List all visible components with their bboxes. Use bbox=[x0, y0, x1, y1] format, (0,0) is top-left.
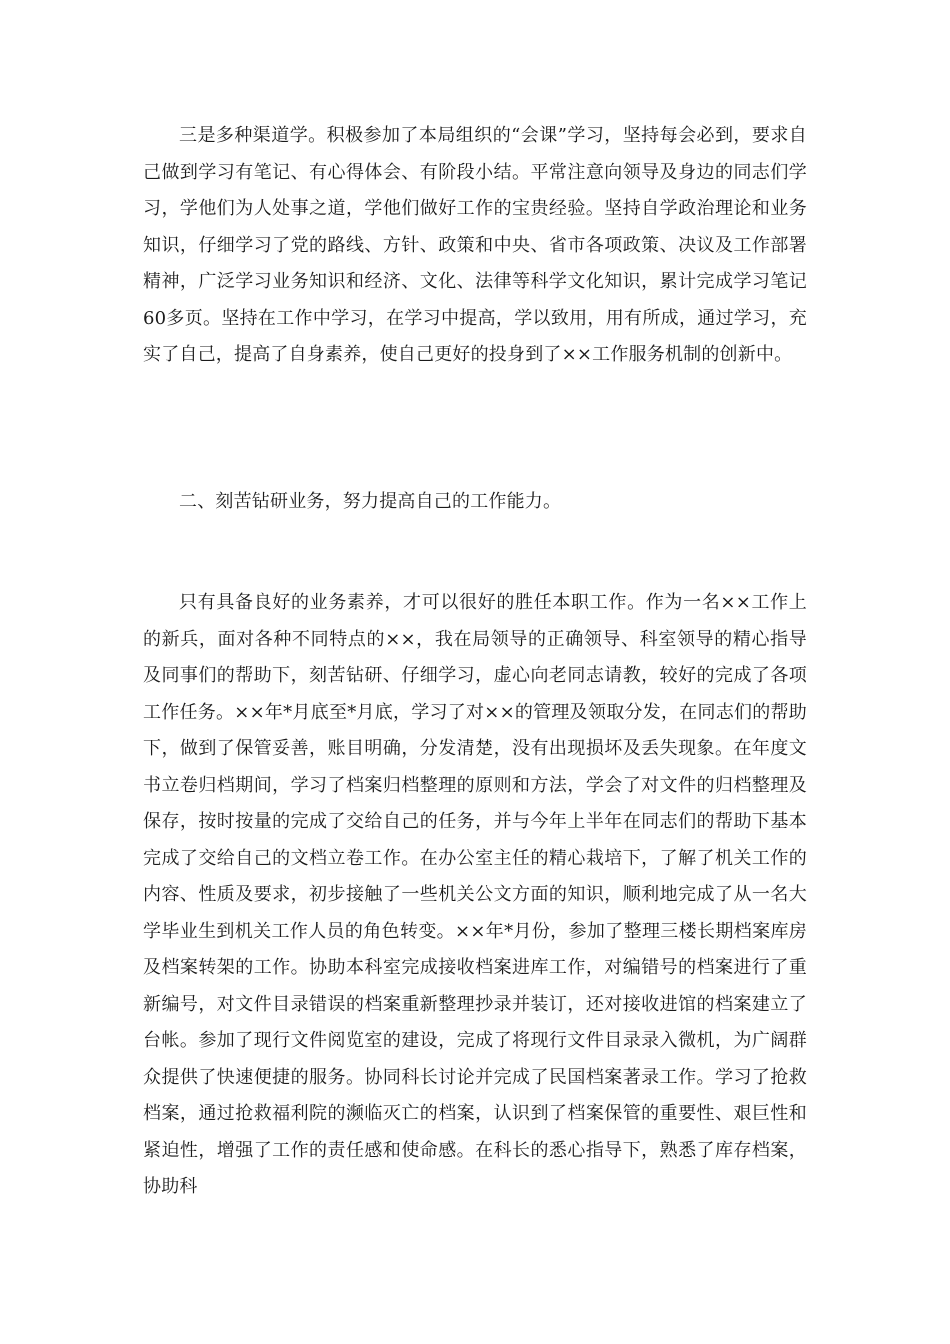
paragraph-work-experience: 只有具备良好的业务素养，才可以很好的胜任本职工作。作为一名××工作上的新兵，面对各种不同特点的××，我在局领导的正确领导、科室领导的精心指导及同事们的帮助下，刻苦钻研、仔细学习，虚心向老同志请教，较好的完成了各项工作任务。××年*月底至*月底，学习了对××的管理及领取分发，在同志们的帮助下，做到了保管妥善，账目明确，分发清楚，没有出现损坏及丢失现象。在年度文书立卷归档期间，学习了档案归档整理的原则和方法，学会了对文件的归档整理及保存，按时按量的完成了交给自己的任务，并与今年上半年在同志们的帮助下基本完成了交给自己的文档立卷工作。在办公室主任的精心栽培下，了解了机关工作的内容、性质及要求，初步接触了一些机关公文方面的知识，顺利地完成了从一名大学毕业生到机关工作人员的角色转变。××年*月份，参加了整理三楼长期档案库房及档案转架的工作。协助本科室完成接收档案进库工作，对编错号的档案进行了重新编号，对文件目录错误的档案重新整理抄录并装订，还对接收进馆的档案建立了台帐。参加了现行文件阅览室的建设，完成了将现行文件目录录入微机，为广阔群众提供了快速便捷的服务。协同科长讨论并完成了民国档案著录工作。学习了抢救档案，通过抢救福利院的濒临灭亡的档案，认识到了档案保管的重要性、艰巨性和紧迫性，增强了工作的责任感和使命感。在科长的悉心指导下，熟悉了库存档案，协助科 bbox=[143, 592, 807, 1197]
section-heading-work-ability: 二、刻苦钻研业务，努力提高自己的工作能力。 bbox=[179, 491, 562, 512]
paragraph-study-channels: 三是多种渠道学。积极参加了本局组织的“会课”学习，坚持每会必到，要求自己做到学习有笔记、有心得体会、有阶段小结。平常注意向领导及身边的同志们学习，学他们为人处事之道，学他们做好工作的宝贵经验。坚持自学政治理论和业务知识，仔细学习了党的路线、方针、政策和中央、省市各项政策、决议及工作部署精神，广泛学习业务知识和经济、文化、法律等科学文化知识，累计完成学习笔记60多页。坚持在工作中学习，在学习中提高，学以致用，用有所成，通过学习，充实了自己，提高了自身素养，使自己更好的投身到了××工作服务机制的创新中。 bbox=[143, 125, 807, 365]
